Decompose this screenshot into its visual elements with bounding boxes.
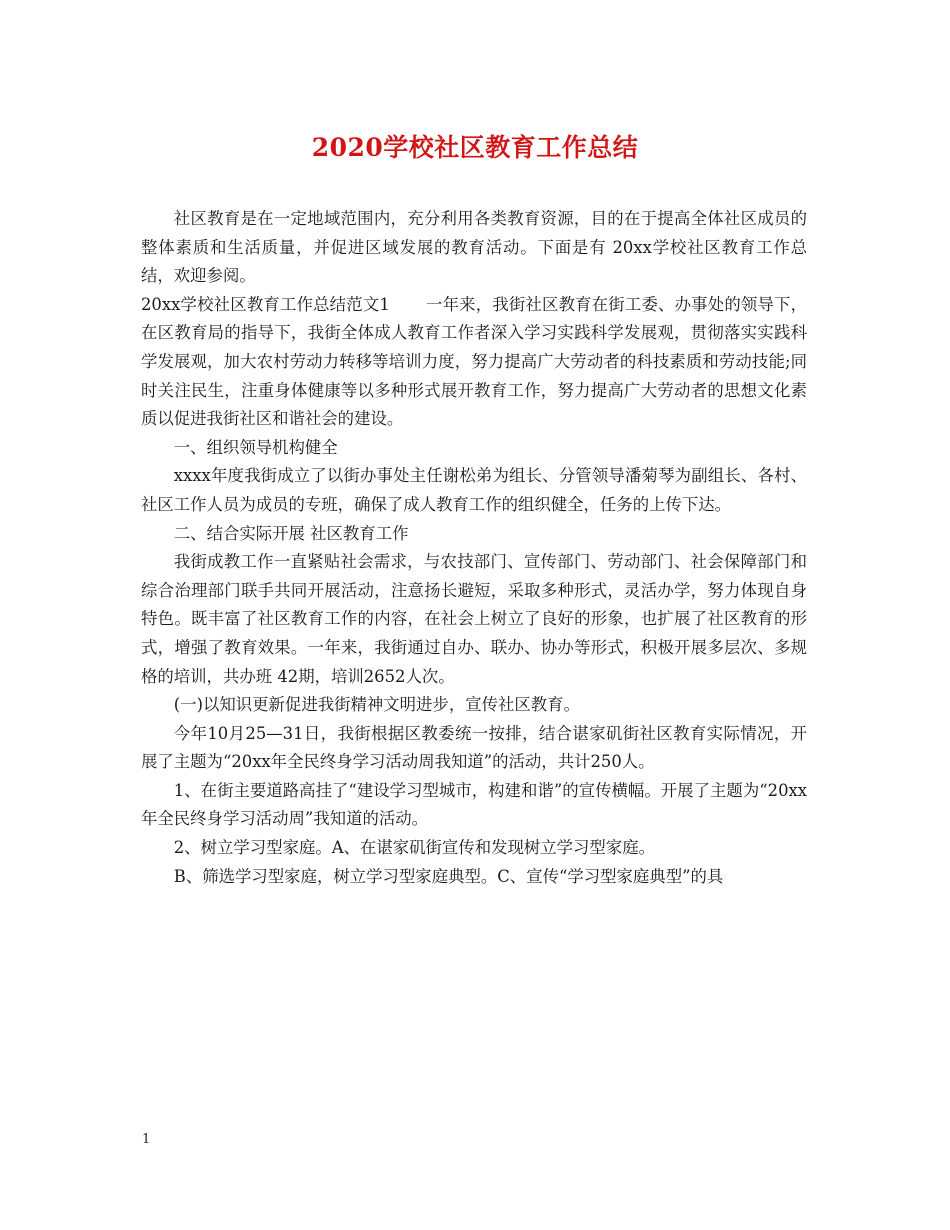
section1-paragraph: xxxx年度我街成立了以街办事处主任谢松弟为组长、分管领导潘菊琴为副组长、各村、社区工作人员为成员的专班，确保了成人教育工作的组织健全，任务的上传下达。 [141, 466, 807, 514]
document-title: 2020学校社区教育工作总结 [311, 133, 639, 162]
list-item-2: 2、树立学习型家庭。A、在谌家矶街宣传和发现树立学习型家庭。 [173, 838, 655, 858]
subsection1-heading: (一)以知识更新促进我街精神文明进步，宣传社区教育。 [173, 695, 580, 715]
sample-paragraph [141, 291, 807, 434]
list-item-3: B、筛选学习型家庭，树立学习型家庭典型。C、宣传“学习型家庭典型”的具 [173, 866, 724, 886]
section2-heading: 二、结合实际开展 社区教育工作 [173, 523, 409, 543]
section2-paragraph: 我街成教工作一直紧贴社会需求，与农技部门、宣传部门、劳动部门、社会保障部门和综合治理部门联手共同开展活动，注意扬长避短，采取多种形式，灵活办学，努力体现自身特色。既丰富了社区教育工作的内容，在社会上树立了良好的形象，也扩展了社区教育的形式，增强了教育效果。一年来，我街通过自办、联办、协办等形式，积极开展多层次、多规格的培训，共办班 42期，培训2652人次。 [141, 552, 807, 686]
page-number: 1 [142, 1132, 151, 1147]
sample-lead: 一年来，我街社区教育在街工委、办事处的领导下，在区教育局的指导下，我街全体成人教育工作者深入学习实践科学发展观，贯彻落实实践科学发展观，加大农村劳动力转移等培训力度，努力提高广大劳动者的科技素质和劳动技能;同时关注民生，注重身体健康等以多种形式展开教育工作，努力提高广大劳动者的思想文化素质以促进我街社区和谐社会的建设。 [141, 294, 807, 429]
document-body [141, 205, 807, 891]
section1-heading: 一、组织领导机构健全 [173, 437, 338, 457]
subsection1-paragraph: 今年10月25—31日，我街根据区教委统一按排，结合谌家矶街社区教育实际情况，开展了主题为“20xx年全民终身学习活动周我知道”的活动，共计250人。 [141, 723, 807, 772]
list-item-1: 1、在街主要道路高挂了“建设学习型城市，构建和谐”的宣传横幅。开展了主题为“20xx年全民终身学习活动周”我知道的活动。 [141, 780, 807, 829]
sample-heading: 20xx学校社区教育工作总结范文1 [141, 294, 390, 314]
intro-paragraph: 社区教育是在一定地域范围内，充分利用各类教育资源，目的在于提高全体社区成员的整体素质和生活质量，并促进区域发展的教育活动。下面是有 20xx学校社区教育工作总结，欢迎参阅。 [141, 209, 807, 286]
